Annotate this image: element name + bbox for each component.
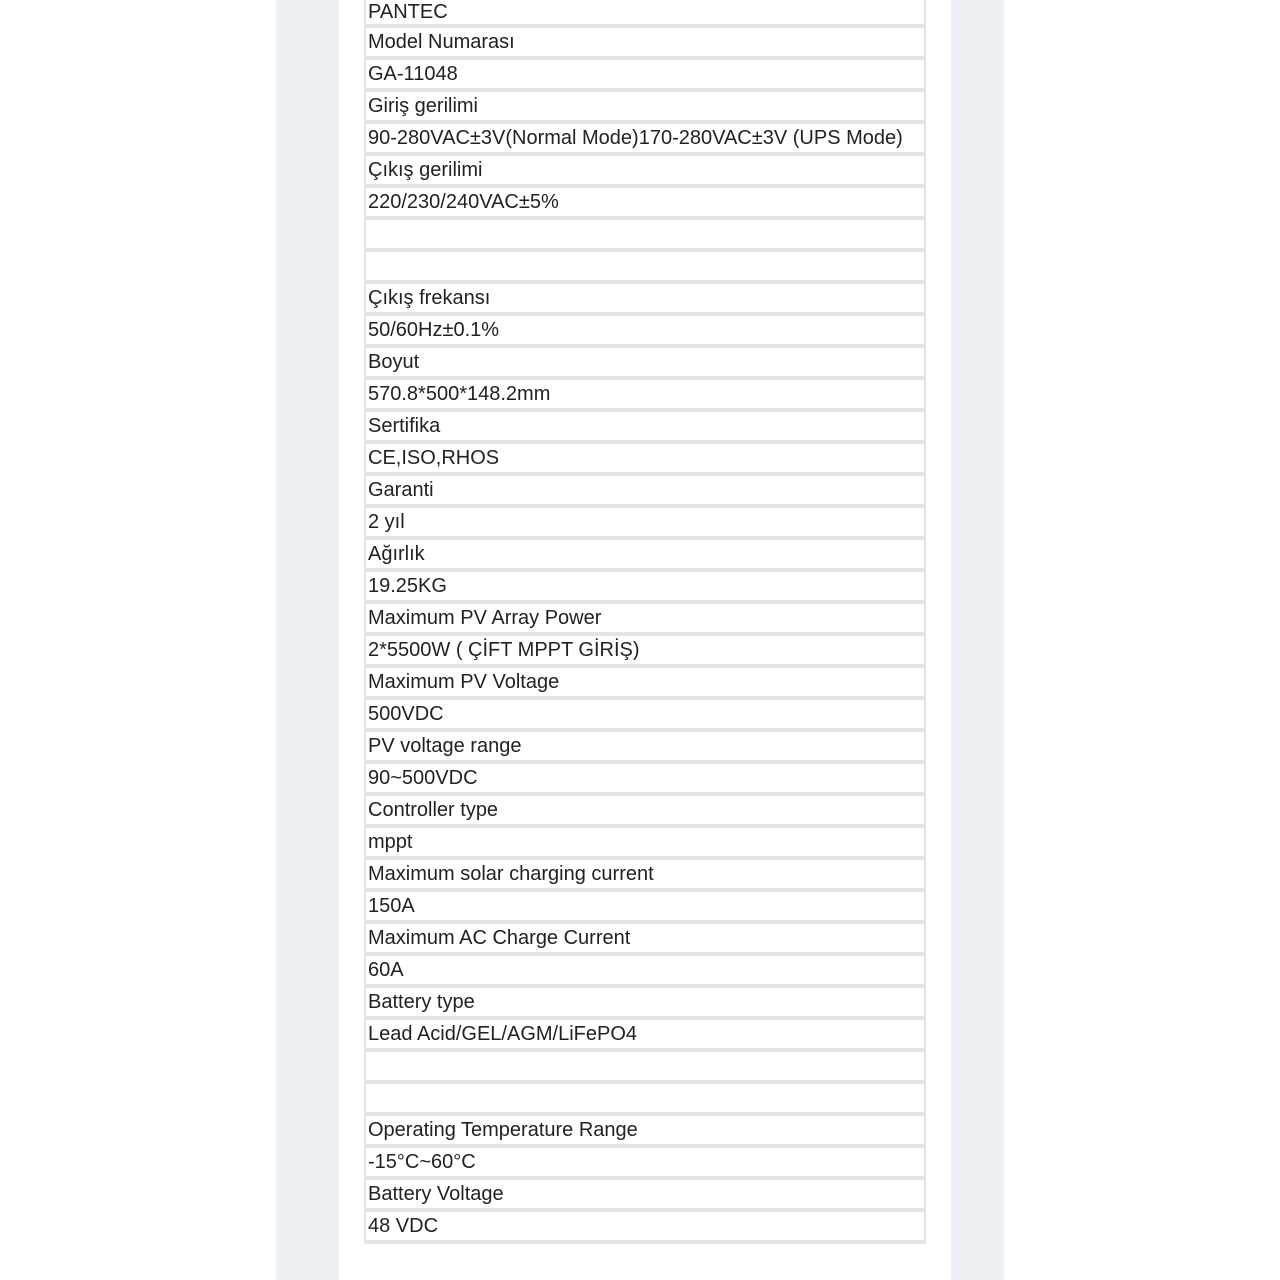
- spec-cell: 150A: [366, 892, 924, 920]
- spec-cell: 570.8*500*148.2mm: [366, 380, 924, 408]
- spec-cell: PV voltage range: [366, 732, 924, 760]
- right-margin-panel: [951, 0, 1004, 1280]
- spec-cell: CE,ISO,RHOS: [366, 444, 924, 472]
- spec-cell: Çıkış gerilimi: [366, 156, 924, 184]
- spec-cell: Giriş gerilimi: [366, 92, 924, 120]
- spec-cell: 500VDC: [366, 700, 924, 728]
- spec-cell: Maximum solar charging current: [366, 860, 924, 888]
- spec-table: [364, 0, 926, 1244]
- spec-cell: 2*5500W ( ÇİFT MPPT GİRİŞ): [366, 636, 924, 664]
- spec-cell: -15°C~60°C: [366, 1148, 924, 1176]
- spec-cell: PANTEC: [366, 0, 924, 24]
- spec-cell: Boyut: [366, 348, 924, 376]
- spec-cell: Ağırlık: [366, 540, 924, 568]
- spec-cell: [366, 220, 924, 248]
- left-margin-panel: [276, 0, 339, 1280]
- spec-cell: Battery Voltage: [366, 1180, 924, 1208]
- spec-cell: [366, 1084, 924, 1112]
- spec-cell: Lead Acid/GEL/AGM/LiFePO4: [366, 1020, 924, 1048]
- spec-cell: Sertifika: [366, 412, 924, 440]
- spec-cell: 90-280VAC±3V(Normal Mode)170-280VAC±3V (UPS Mode): [366, 124, 924, 152]
- spec-cell: Model Numarası: [366, 28, 924, 56]
- spec-cell: Maximum PV Voltage: [366, 668, 924, 696]
- spec-cell: Battery type: [366, 988, 924, 1016]
- spec-cell: Controller type: [366, 796, 924, 824]
- spec-cell: 19.25KG: [366, 572, 924, 600]
- spec-cell: Garanti: [366, 476, 924, 504]
- spec-cell: 220/230/240VAC±5%: [366, 188, 924, 216]
- spec-cell: 60A: [366, 956, 924, 984]
- spec-cell: Maximum PV Array Power: [366, 604, 924, 632]
- spec-cell: [366, 1052, 924, 1080]
- spec-cell: 90~500VDC: [366, 764, 924, 792]
- spec-cell: GA-11048: [366, 60, 924, 88]
- spec-cell: [366, 252, 924, 280]
- spec-cell: 50/60Hz±0.1%: [366, 316, 924, 344]
- spec-cell: mppt: [366, 828, 924, 856]
- spec-cell: 48 VDC: [366, 1212, 924, 1240]
- spec-cell: Maximum AC Charge Current: [366, 924, 924, 952]
- spec-cell: Çıkış frekansı: [366, 284, 924, 312]
- spec-cell: 2 yıl: [366, 508, 924, 536]
- spec-cell: Operating Temperature Range: [366, 1116, 924, 1144]
